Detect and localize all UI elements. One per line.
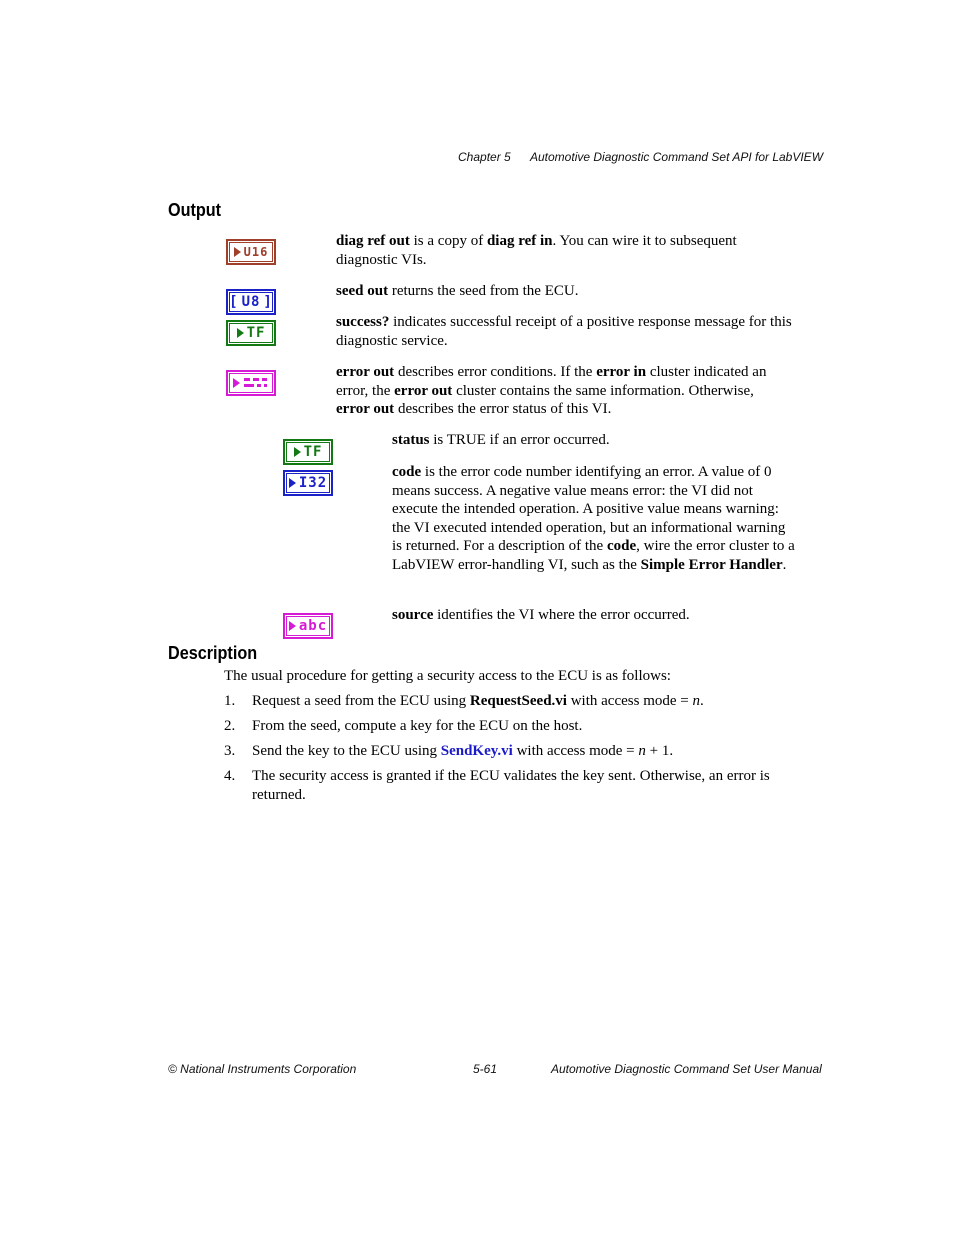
term-seed-out: seed out	[336, 283, 389, 299]
section-heading-description: Description	[168, 643, 258, 663]
term-simple-error-handler: Simple Error Handler	[640, 556, 783, 573]
sendkey-link[interactable]: SendKey.vi	[440, 743, 513, 759]
arrow-icon	[237, 328, 244, 338]
source-description: source identifies the VI where the error occurred.	[392, 607, 690, 623]
boolean-icon: TF	[226, 320, 276, 346]
u8-array-icon: [ U8 ]	[226, 289, 276, 315]
term-status: status	[392, 432, 430, 448]
term-requestseed: RequestSeed.vi	[469, 693, 567, 709]
status-description: status is TRUE if an error occurred.	[392, 432, 610, 448]
cluster-glyph-icon	[243, 376, 269, 390]
term-error-out: error out	[336, 364, 395, 380]
i32-icon: I32	[283, 470, 333, 496]
description-intro: The usual procedure for getting a security access to the ECU is as follows:	[224, 668, 671, 684]
success-description: success? indicates successful receipt of a positive response message for this diagnostic service.	[336, 314, 792, 349]
arrow-icon	[233, 378, 240, 388]
term-code: code	[392, 464, 422, 480]
error-cluster-icon	[226, 370, 276, 396]
term-error-in: error in	[596, 364, 647, 380]
status-boolean-icon: TF	[283, 439, 333, 465]
footer-manual-title: Automotive Diagnostic Command Set User Manual	[551, 1062, 822, 1076]
u16-cluster-icon: U16	[226, 239, 276, 265]
term-diag-ref-out: diag ref out	[336, 233, 410, 249]
footer-copyright: © National Instruments Corporation	[168, 1062, 357, 1076]
term-success: success?	[336, 314, 390, 330]
arrow-icon	[234, 247, 241, 257]
footer-page-number: 5-61	[473, 1062, 498, 1076]
header-title: Automotive Diagnostic Command Set API for LabVIEW	[530, 150, 824, 164]
diag-ref-out-description: diag ref out is a copy of diag ref in. You can wire it to subsequent diagnostic VIs.	[336, 233, 737, 268]
header-chapter: Chapter 5	[458, 150, 511, 164]
term-diag-ref-in: diag ref in	[486, 233, 553, 249]
term-source: source	[392, 607, 434, 623]
seed-out-description: seed out returns the seed from the ECU.	[336, 283, 579, 299]
code-description: code is the error code number identifying an error. A value of 0 means success. A negative value means error: the VI did not execute the intended operation. A positive value means warning: the VI executed intended operation, but an informational warning is returned. For a description of the code, wire the error cluster to a LabVIEW error-handling VI, such as the Simple Error Handler.	[392, 464, 795, 573]
error-out-description: error out describes error conditions. If the error in cluster indicated an error, the error out cluster contains the same information. Otherwise, error out describes the error status of this VI.	[336, 364, 767, 418]
arrow-icon	[294, 447, 301, 457]
arrow-icon	[289, 478, 296, 488]
string-icon: abc	[283, 613, 333, 639]
section-heading-output: Output	[168, 200, 222, 220]
arrow-icon	[289, 621, 296, 631]
